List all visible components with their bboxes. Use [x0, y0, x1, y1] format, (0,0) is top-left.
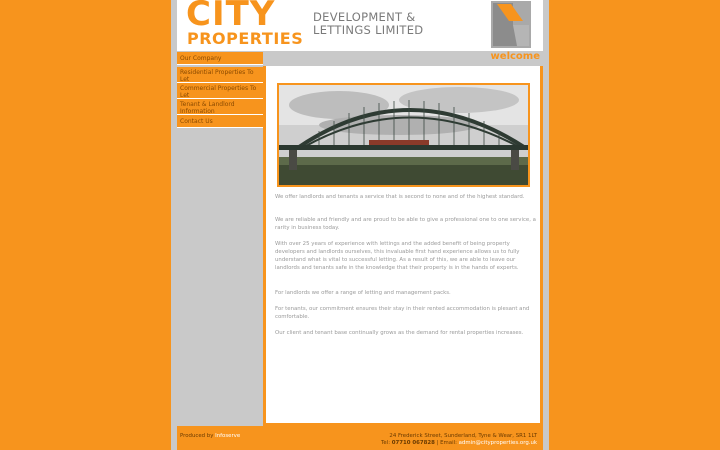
sidebar [177, 51, 263, 426]
tel-label: Tel: [381, 440, 391, 446]
growth-paragraph: Our client and tenant base continually grows as the demand for rental properties increases. [275, 330, 524, 336]
email-link[interactable]: admin@cityproperties.org.uk [458, 440, 537, 446]
nav-item-residential[interactable] [177, 67, 263, 83]
produced-by [180, 433, 240, 439]
page-frame [171, 0, 549, 450]
infoserve-link[interactable]: Infoserve [215, 433, 241, 439]
logo-mark-icon [491, 1, 531, 48]
nav-item-label: Commercial Properties To Let [180, 85, 257, 99]
nav-item-label: Contact Us [180, 118, 213, 125]
nav-item-tenant-landlord[interactable] [177, 99, 263, 115]
site-footer [177, 426, 543, 450]
landlords-paragraph: For landlords we offer a range of letting and management packs. [275, 290, 451, 296]
nav-item-label: Residential Properties To Let [180, 69, 254, 83]
tagline-line-2: LETTINGS LIMITED [313, 23, 424, 37]
footer-contact [381, 440, 537, 446]
tenants-paragraph: For tenants, our commitment ensures their stay in their rented accommodation is plesant and comfortable. [275, 306, 530, 320]
logo-properties-text[interactable]: PROPERTIES [187, 29, 304, 48]
tel-number: 07710 067828 [391, 440, 435, 446]
tagline-line-1: DEVELOPMENT & [313, 10, 416, 24]
page-inner [177, 0, 543, 450]
produced-by-label: Produced by [180, 433, 214, 439]
site-header [177, 0, 543, 51]
welcome-heading: welcome [490, 51, 540, 62]
nav-item-contact-us[interactable] [177, 115, 263, 128]
nav-item-commercial[interactable] [177, 83, 263, 99]
logo-city-text[interactable]: CITY [186, 0, 276, 34]
nav-item-label: Tenant & Landlord Information [180, 101, 235, 115]
bridge-photo [279, 85, 528, 185]
nav-item-our-company[interactable] [177, 52, 263, 65]
footer-address: 24 Frederick Street, Sunderland, Tyne & Wear, SR1 1LT [389, 433, 537, 439]
email-label: | Email: [436, 440, 457, 446]
nav-item-label: Our Company [180, 55, 222, 62]
reliability-paragraph: We are reliable and friendly and are proud to be able to give a professional one to one service, a rarity in business today. [275, 217, 536, 231]
intro-paragraph: We offer landlords and tenants a service that is second to none and of the highest standard. [275, 194, 525, 200]
experience-paragraph: With over 25 years of experience with lettings and the added benefit of being property developers and landlords ourselves, this invaluable first hand experience allows us to fully understand what is vital to successful letting. As a result of this, we are able to leave our landlords and tenants safe in the knowledge that their property is in the hands of experts. [275, 241, 520, 271]
